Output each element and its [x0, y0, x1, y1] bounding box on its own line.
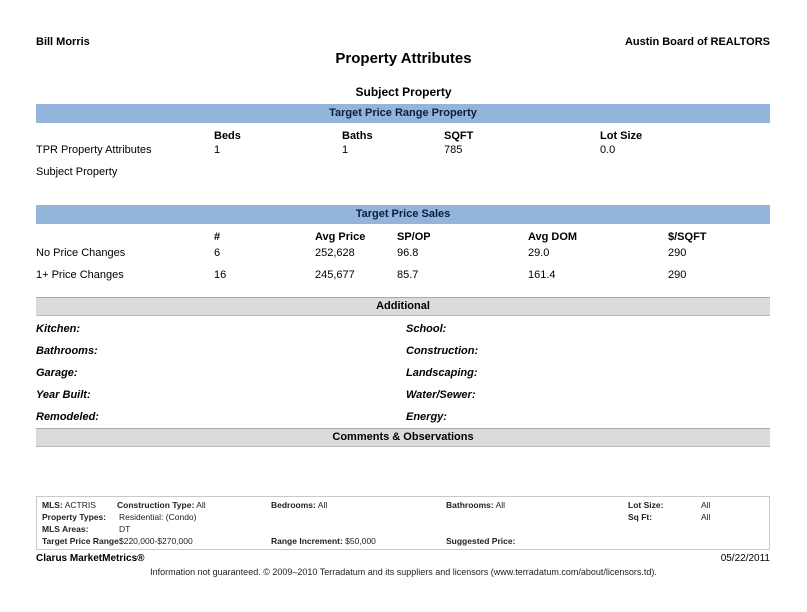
sales-header-row [0, 231, 807, 245]
tpr-header-row [0, 130, 807, 144]
column-header-count: # [214, 231, 221, 243]
search-criteria-box [36, 496, 770, 550]
cell-avg-dom: 29.0 [528, 247, 550, 259]
field-energy: Energy: [406, 411, 447, 423]
banner-target-price-range-property: Target Price Range Property [36, 104, 770, 123]
table-row [0, 247, 807, 261]
cell-price-per-sqft: 290 [668, 247, 687, 259]
cell-sp-op: 96.8 [397, 247, 419, 259]
field-year-built: Year Built: [36, 389, 91, 401]
mls-field [42, 500, 96, 510]
column-header-lot-size: Lot Size [600, 130, 643, 142]
field-water-sewer: Water/Sewer: [406, 389, 476, 401]
report-date: 05/22/2011 [720, 553, 770, 564]
column-header-avg-price: Avg Price [315, 231, 366, 243]
cell-baths: 1 [342, 144, 349, 156]
construction-type-field [117, 500, 206, 510]
column-header-sqft: SQFT [444, 130, 474, 142]
field-value: ACTRIS [64, 500, 96, 510]
row-label: No Price Changes [36, 247, 126, 259]
column-header-sp-op: SP/OP [397, 231, 431, 243]
field-remodeled: Remodeled: [36, 411, 99, 423]
suggested-price-field [446, 536, 515, 546]
field-label: Bedrooms: [271, 500, 316, 510]
lot-size-field [628, 500, 663, 510]
row-label: Subject Property [36, 166, 118, 178]
row-label: TPR Property Attributes [36, 144, 152, 156]
column-header-avg-dom: Avg DOM [528, 231, 578, 243]
field-construction: Construction: [406, 345, 479, 357]
agent-name: Bill Morris [36, 36, 90, 48]
mls-areas-value: DT [119, 524, 131, 534]
column-header-baths: Baths [342, 130, 373, 142]
table-row [0, 166, 807, 180]
field-label: Bathrooms: [446, 500, 494, 510]
sq-ft-field [628, 512, 652, 522]
field-garage: Garage: [36, 367, 78, 379]
field-school: School: [406, 323, 447, 335]
banner-target-price-sales: Target Price Sales [36, 205, 770, 224]
field-label: Range Increment: [271, 536, 343, 546]
cell-avg-price: 245,677 [315, 269, 355, 281]
field-label: Suggested Price: [446, 536, 516, 546]
lot-size-value: All [701, 500, 711, 510]
mls-areas-label: MLS Areas: [42, 524, 89, 534]
field-label: MLS: [42, 500, 63, 510]
organization-name: Austin Board of REALTORS [624, 36, 770, 48]
target-price-range-label: Target Price Range: [42, 536, 122, 546]
brand-name: Clarus MarketMetrics® [36, 553, 145, 564]
table-row [0, 269, 807, 283]
column-header-price-per-sqft: $/SQFT [668, 231, 707, 243]
cell-avg-price: 252,628 [315, 247, 355, 259]
subject-property-heading: Subject Property [355, 85, 452, 99]
property-types-value: Residential: (Condo) [119, 512, 197, 522]
field-kitchen: Kitchen: [36, 323, 80, 335]
cell-sqft: 785 [444, 144, 463, 156]
row-label: 1+ Price Changes [36, 269, 124, 281]
field-label: Sq Ft: [628, 512, 653, 522]
sq-ft-value: All [701, 512, 711, 522]
banner-comments-observations: Comments & Observations [36, 428, 770, 447]
field-landscaping: Landscaping: [406, 367, 478, 379]
field-value: All [317, 500, 328, 510]
property-types-label: Property Types: [42, 512, 107, 522]
cell-sp-op: 85.7 [397, 269, 419, 281]
cell-count: 16 [214, 269, 227, 281]
column-header-beds: Beds [214, 130, 241, 142]
field-value: All [196, 500, 206, 510]
field-bathrooms: Bathrooms: [36, 345, 98, 357]
field-label: Lot Size: [628, 500, 664, 510]
cell-avg-dom: 161.4 [528, 269, 556, 281]
range-increment-field [271, 536, 376, 546]
page-title: Property Attributes [335, 50, 472, 67]
bathrooms-field [446, 500, 505, 510]
disclaimer-text: Information not guaranteed. © 2009–2010 Terradatum and its suppliers and licensors (www.terradatum.com/about/licensors.td). [150, 567, 657, 577]
field-label: Construction Type: [117, 500, 195, 510]
field-value: $50,000 [345, 536, 376, 546]
table-row [0, 144, 807, 158]
cell-count: 6 [214, 247, 221, 259]
field-value: All [495, 500, 506, 510]
cell-beds: 1 [214, 144, 221, 156]
target-price-range-value: $220,000-$270,000 [119, 536, 193, 546]
cell-lot-size: 0.0 [600, 144, 616, 156]
cell-price-per-sqft: 290 [668, 269, 687, 281]
bedrooms-field [271, 500, 327, 510]
banner-additional: Additional [36, 297, 770, 316]
